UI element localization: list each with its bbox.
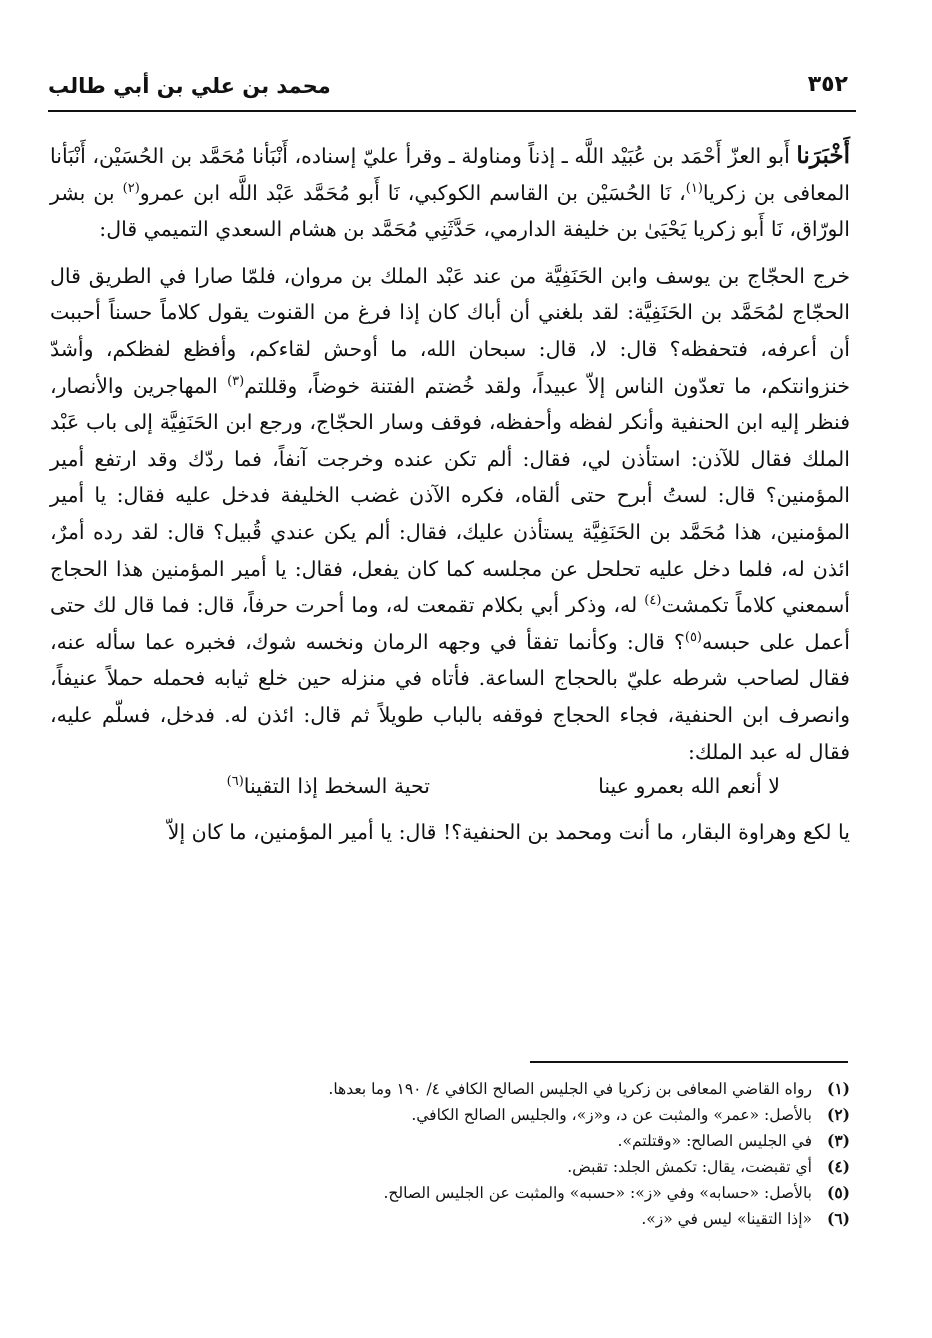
page-number: ٣٥٢ <box>807 72 848 97</box>
paragraph-continuation: يا لكع وهراوة البقار، ما أنت ومحمد بن الحنفية؟! قال: يا أمير المؤمنين، ما كان إلاّ <box>167 820 850 845</box>
footnote <box>100 1180 850 1206</box>
footnote-number: (٥) <box>826 1183 850 1202</box>
footnote-text: في الجليس الصالح: «وقتلتم». <box>617 1132 812 1150</box>
footnote-rule <box>530 1061 848 1063</box>
footnote-number: (١) <box>826 1079 850 1098</box>
footnote <box>100 1102 850 1128</box>
footnote-marker: (٥) <box>684 629 702 645</box>
footnote <box>100 1128 850 1154</box>
footnote <box>100 1154 850 1180</box>
verse-first-hemistich: لا أنعم الله بعمرو عينا <box>598 774 780 799</box>
text-segment: أَبو العزّ أَحْمَد بن عُبَيْد اللَّه ـ إذناً ومناولة ـ وقرأ عليّ إسناده، أَنْبَأنا مُحَمَّد بن الحُسَيْن، أَنْبَأنا المعافى بن زكريا <box>50 144 850 205</box>
footnote-text: بالأصل: «عمر» والمثبت عن د، و«ز»، والجليس الصالح الكافي. <box>411 1106 812 1124</box>
footnote-text: رواه القاضي المعافى بن زكريا في الجليس الصالح الكافي ٤/ ١٩٠ وما بعدها. <box>328 1080 812 1098</box>
footnote-text: «إذا التقينا» ليس في «ز». <box>641 1210 812 1228</box>
poetry-verse <box>50 774 850 814</box>
verse-text: تحية السخط إذا التقينا <box>243 774 430 799</box>
paragraph-isnad <box>50 138 850 248</box>
main-text <box>50 138 850 851</box>
header-rule <box>48 110 856 112</box>
footnote-marker: (٦) <box>226 774 244 790</box>
text-segment: خرج الحجّاج بن يوسف وابن الحَنَفِيَّة من عند عَبْد الملك بن مروان، فلمّا صارا في الطريق قال الحجّاج لمُحَمَّد بن الحَنَفِيَّة: لقد بلغني أن أباك كان إذا فرغ من القنوت يقول كلاماً حسناً أحببت أن أعرفه، فتحفظه؟ قال: لا، قال: سبحان الله، ما أوحش لقاءكم، وأفظع لفظكم، وأشدّ خنزوانتكم، ما تعدّون الناس إلاّ عبيداً، ولقد خُضتم الفتنة خوضاً، وقللتم <box>50 263 850 398</box>
running-title: محمد بن علي بن أبي طالب <box>48 74 331 98</box>
text-segment: بن بشر الورّاق، نَا أَبو زكريا يَحْيَىٰ بن خليفة الدارمي، حَدَّثَنِي مُحَمَّد بن هشام السعدي التميمي قال: <box>50 180 850 242</box>
lead-word: أَخْبَرَنا <box>796 142 850 169</box>
paragraph-narrative <box>50 258 850 770</box>
footnote-number: (٣) <box>826 1131 850 1150</box>
footnote-marker: (٣) <box>227 373 245 389</box>
footnote <box>100 1206 850 1232</box>
footnote-marker: (٤) <box>644 593 662 609</box>
text-segment: ؟ قال: وكأنما تفقأ في وجهه الرمان ونخسه شوك، فخبره عما سأله عنه، فقال لصاحب شرطه عليّ بالحجاج الساعة. فأتاه في منزله حين خلع ثيابه فحمله حملاً عنيفاً، وانصرف ابن الحنفية، فجاء الحجاج فوقفه بالباب طويلاً ثم قال: ائذن له. فدخل، فسلّم عليه، فقال له عبد الملك: <box>50 629 850 764</box>
text-segment: المهاجرين والأنصار، فنظر إليه ابن الحنفية وأنكر لفظه وأحفظه، فوقف وسار الحجّاج، ورجع ابن الحَنَفِيَّة إلى باب عَبْد الملك فقال للآذن: استأذن لي، فقال: ألم تكن عنده وخرجت آنفاً، فما ردّك وقد ارتفع أمير المؤمنين؟ قال: لستُ أبرح حتى ألقاه، فكره الآذن غضب الخليفة فدخل عليه فقال: يا أمير المؤمنين، هذا مُحَمَّد بن الحَنَفِيَّة يستأذن عليك، فقال: ألم يكن عندي قُبيل؟ قال: لقد رده أمرٌ، ائذن له، فلما دخل عليه تحلحل عن مجلسه كما كان يفعل، فقال: يا أمير المؤمنين هذا الحجاج أسمعني كلاماً تكمشت <box>50 373 850 618</box>
footnote-text: بالأصل: «حسابه» وفي «ز»: «حسبه» والمثبت عن الجليس الصالح. <box>383 1184 812 1202</box>
footnote-number: (٦) <box>826 1209 850 1228</box>
footnotes <box>100 1076 850 1232</box>
verse-second-hemistich <box>227 774 430 798</box>
footnote-number: (٤) <box>826 1157 850 1176</box>
footnote-number: (٢) <box>826 1105 850 1124</box>
footnote-text: أي تقبضت، يقال: تكمش الجلد: تقبض. <box>567 1158 812 1176</box>
footnote <box>100 1076 850 1102</box>
footnote-marker: (٢) <box>122 180 140 196</box>
text-segment: له، وذكر أبي بكلام تقمعت له، وما أحرت حرفاً، قال: فما قال لك حتى أعمل على حبسه <box>50 593 850 654</box>
page-header <box>48 66 856 112</box>
text-segment: ، نَا الحُسَيْن بن القاسم الكوكبي، نَا أَبو مُحَمَّد عَبْد اللَّه ابن عمرو <box>139 180 686 205</box>
footnote-marker: (١) <box>685 180 703 196</box>
